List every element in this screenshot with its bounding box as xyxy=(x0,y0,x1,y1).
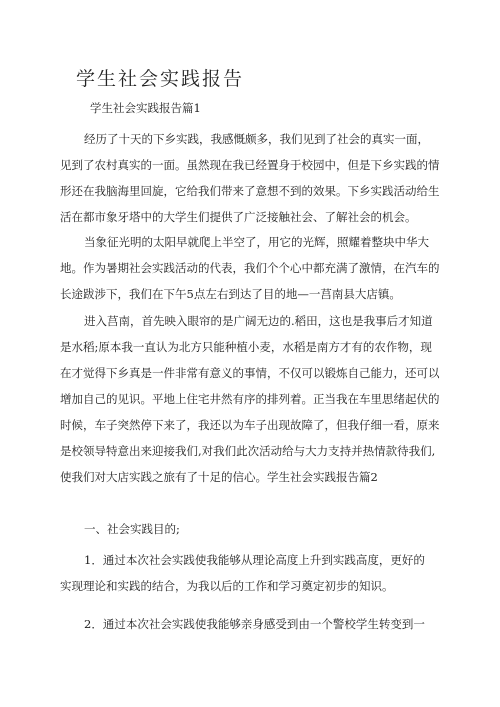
paragraph-3 xyxy=(60,308,440,490)
text-line: 经历了十天的下乡实践，我感慨颇多，我们见到了社会的真实一面， xyxy=(84,132,429,146)
text-line: 2．通过本次社会实践使我能够亲身感受到由一个警校学生转变到一 xyxy=(84,617,425,631)
text-line: 使我们对大店实践之旅有了十足的信心。学生社会实践报告篇2 xyxy=(60,470,378,484)
section-subtitle: 学生社会实践报告篇1 xyxy=(90,101,201,115)
text-line: 是校领导特意出来迎接我们,对我们此次活动给与大力支持并热情款待我们, xyxy=(60,444,436,458)
paragraph-1 xyxy=(60,126,440,230)
text-line: 一、社会实践目的; xyxy=(84,522,180,536)
text-line: 地。作为暑期社会实践活动的代表，我们个个心中都充满了激情，在汽车的 xyxy=(60,261,440,275)
paragraph-6 xyxy=(60,611,440,637)
paragraph-4 xyxy=(60,516,440,542)
text-line: 增加自己的见识。平地上住宅井然有序的排列着。正当我在车里思绪起伏的 xyxy=(60,392,440,406)
text-line: 在才觉得下乡真是一件非常有意义的事情，不仅可以锻炼自己能力，还可以 xyxy=(60,366,440,380)
text-line: 见到了农村真实的一面。虽然现在我已经置身于校园中，但是下乡实践的情 xyxy=(60,158,440,172)
text-line: 实现理论和实践的结合，为我以后的工作和学习奠定初步的知识。 xyxy=(60,579,394,593)
text-line: 当象征光明的太阳早就爬上半空了，用它的光辉，照耀着整块中华大 xyxy=(84,235,429,249)
text-line: 活在都市象牙塔中的大学生们提供了广泛接触社会、了解社会的机会。 xyxy=(60,210,417,224)
text-line: 是水稻;原本我一直认为北方只能种植小麦，水稻是南方才有的农作物，现 xyxy=(60,340,432,354)
text-line: 1．通过本次社会实践使我能够从理论高度上升到实践高度，更好的 xyxy=(84,553,425,567)
page-title: 学生社会实践报告 xyxy=(76,68,245,90)
text-line: 时候，车子突然停下来了，我还以为车子出现故障了，但我仔细一看，原来 xyxy=(60,418,440,432)
text-line: 长途跋涉下，我们在下午5点左右到达了目的地—一莒南县大店镇。 xyxy=(60,287,401,301)
text-line: 形还在我脑海里回旋，它给我们带来了意想不到的效果。下乡实践活动给生 xyxy=(60,184,440,198)
paragraph-2 xyxy=(60,229,440,307)
paragraph-5 xyxy=(60,547,440,599)
text-line: 进入莒南，首先映入眼帘的是广阔无边的.稻田，这也是我事后才知道 xyxy=(84,314,433,328)
